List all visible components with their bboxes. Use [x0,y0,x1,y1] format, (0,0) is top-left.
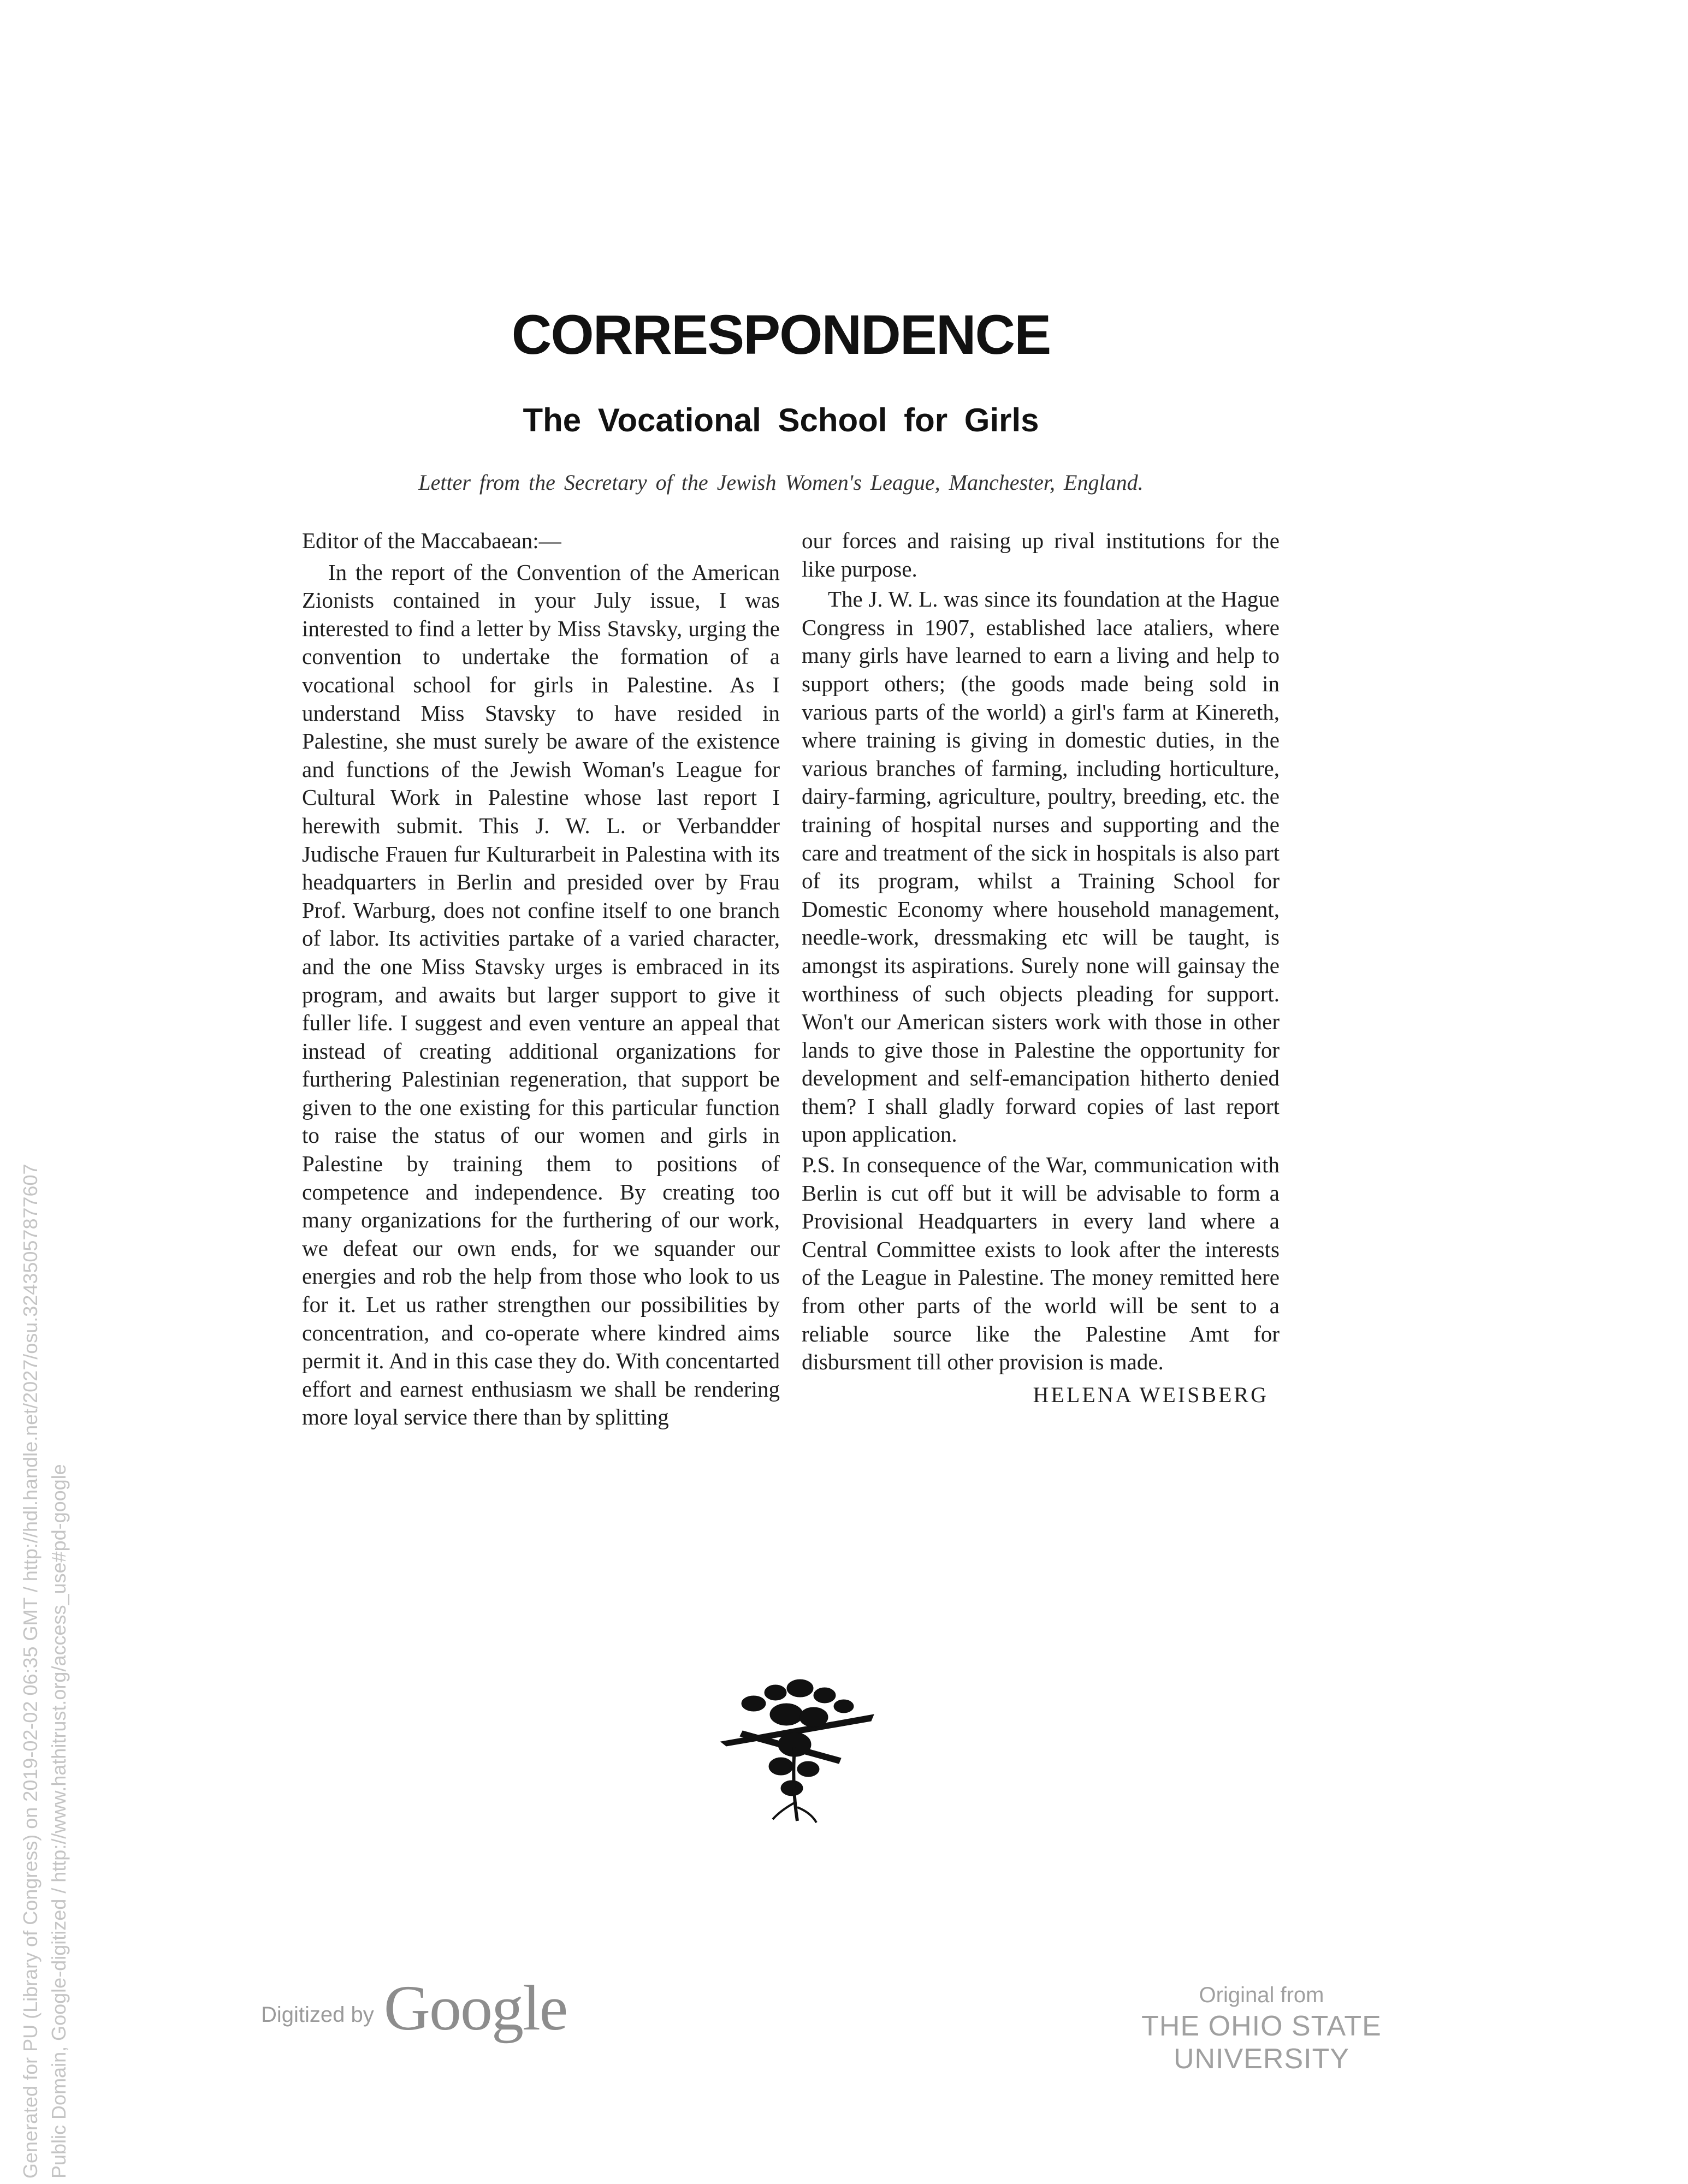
letter-paragraph: In the report of the Convention of the American Zionists contained in your July issue, I was interested to find a letter by Miss Stavsky, urging the convention to undertake the formation of a vocational school for girls in Palestine. As I understand Miss Stavsky to have resided in Palestine, she must surely be aware of the existence and functions of the Jewish Woman's League for Cultural Work in Palestine whose last report I herewith submit. This J. W. L. or Verbandder Judische Frauen fur Kulturarbeit in Palestina with its headquarters in Berlin and presided over by Frau Prof. Warburg, does not confine itself to one branch of labor. Its activities partake of a varied character, and the one Miss Stavsky urges is embraced in its program, and awaits but larger support to give it fuller life. I suggest and even venture an appeal that instead of creating additional organizations for furthering Palestinian regeneration, that support be given to the one existing for this particular function to raise the status of our women and girls in Palestine by training them to positions of competence and independence. By creating too many organizations for the furthering of our work, we defeat our own ends, for we squander our energies and rob the help from those who look to us for it. Let us rather strengthen our possibilities by concentration, and co-operate where kindred aims permit it. And in this case they do. With concentarted effort and earnest enthusiasm we shall be rendering more loyal service there than by splitting [302,559,780,1430]
institution-name: THE OHIO STATE UNIVERSITY [1141,2010,1382,2075]
article-subtitle: Letter from the Secretary of the Jewish Women's League, Manchester, England. [418,470,1144,495]
letter-column-right [802,527,1280,1409]
digitized-by-label: Digitized by [261,2002,374,2027]
floral-ornament-icon [710,1676,885,1829]
page-title: CORRESPONDENCE [511,304,1051,366]
original-from-label: Original from [1199,1983,1324,2007]
watermark-line: Generated for PU (Library of Congress) on 2019-02-02 06:35 GMT / http://hdl.handle.net/2027/osu.32435057877607 [19,1164,42,2179]
letter-paragraph: The J. W. L. was since its foundation at the Hague Congress in 1907, established lace ataliers, where many girls have learned to earn a living and help to support others; (the goods made being sold in various parts of the world) a girl's farm at Kinereth, where training is giving in domestic duties, in the various branches of farming, including horticulture, dairy-farming, agriculture, poultry, breeding, etc. the training of hospital nurses and supporting and the care and treatment of the sick in hospitals is also part of its program, whilst a Training School for Domestic Economy where household management, needle-work, dressmaking etc will be taught, is amongst its aspirations. Surely none will gainsay the worthiness of such objects pleading for support. Won't our American sisters work with those in other lands to give those in Palestine the opportunity for development and self-emancipation hitherto denied them? I shall gladly forward copies of last report upon application. [802,586,1280,1147]
letter-paragraph-continued: our forces and raising up rival institutions for the like purpose. [802,528,1280,581]
letter-postscript: P.S. In consequence of the War, communication with Berlin is cut off but it will be advisable to form a Provisional Headquarters in every land where a Central Committee exists to look after the interests of the League in Palestine. The money remitted here from other parts of the world will be sent to a reliable source like the Palestine Amt for disbursment till other provision is made. [802,1152,1280,1375]
letter-salutation: Editor of the Maccabaean:— [302,528,561,553]
article-title: The Vocational School for Girls [523,402,1039,438]
original-from [1070,1983,1453,2075]
letter-column-left [302,527,780,1434]
letter-signature: HELENA WEISBERG [1033,1382,1269,1407]
watermark-line: Public Domain, Google-digitized / http://www.hathitrust.org/access_use#pd-google [48,1464,70,2179]
digitized-by-google [261,1972,567,2044]
hathitrust-watermark [16,1164,73,2179]
google-logo: Google [383,1972,567,2044]
